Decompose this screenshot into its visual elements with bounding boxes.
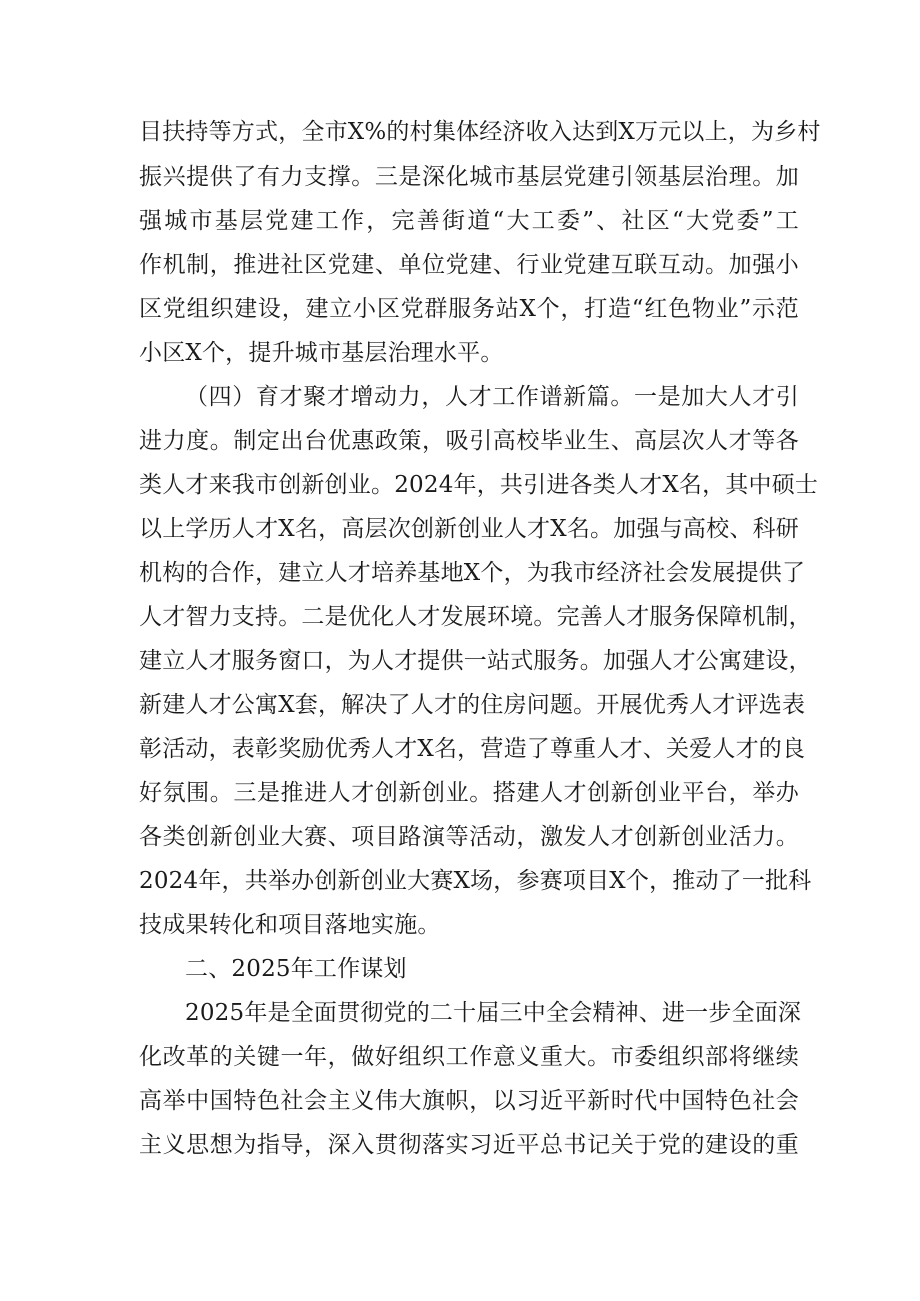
section-heading-2: 二、2025年工作谋划: [185, 956, 407, 982]
text-line: 各类创新创业大赛、项目路演等活动，激发人才创新创业活力。: [139, 824, 799, 850]
text-line: 人才智力支持。二是优化人才发展环境。完善人才服务保障机制，: [139, 604, 812, 630]
text-line: 区党组织建设，建立小区党群服务站X个，打造“红色物业”示范: [139, 296, 799, 322]
text-line: 技成果转化和项目落地实施。: [139, 912, 441, 938]
text-line: 作机制，推进社区党建、单位党建、行业党建互联互动。加强小: [139, 252, 799, 278]
text-line: 彰活动，表彰奖励优秀人才X名，营造了尊重人才、关爱人才的良: [139, 736, 806, 762]
text-line: 类人才来我市创新创业。2024年，共引进各类人才X名，其中硕士: [139, 472, 819, 498]
text-line: 目扶持等方式，全市X%的村集体经济收入达到X万元以上，为乡村: [139, 119, 821, 145]
text-line: 以上学历人才X名，高层次创新创业人才X名。加强与高校、科研: [139, 516, 799, 542]
text-line: 小区X个，提升城市基层治理水平。: [139, 340, 504, 366]
text-line: 建立人才服务窗口，为人才提供一站式服务。加强人才公寓建设，: [139, 648, 812, 674]
text-line: 机构的合作，建立人才培养基地X个，为我市经济社会发展提供了: [139, 560, 806, 586]
text-line: 强城市基层党建工作，完善街道“大工委”、社区“大党委”工: [139, 208, 799, 234]
text-line: 2024年，共举办创新创业大赛X场，参赛项目X个，推动了一批科: [139, 868, 812, 894]
text-line: 进力度。制定出台优惠政策，吸引高校毕业生、高层次人才等各: [139, 428, 799, 454]
text-line: 振兴提供了有力支撑。三是深化城市基层党建引领基层治理。加: [139, 164, 799, 190]
text-line: 化改革的关键一年，做好组织工作意义重大。市委组织部将继续: [139, 1044, 799, 1070]
text-line: 2025年是全面贯彻党的二十届三中全会精神、进一步全面深: [185, 1000, 802, 1026]
text-line: 新建人才公寓X套，解决了人才的住房问题。开展优秀人才评选表: [139, 692, 806, 718]
text-line: 好氛围。三是推进人才创新创业。搭建人才创新创业平台，举办: [139, 780, 799, 806]
section-heading-4: （四）育才聚才增动力，人才工作谱新篇。一是加大人才引: [185, 384, 799, 410]
text-line: 主义思想为指导，深入贯彻落实习近平总书记关于党的建设的重: [139, 1132, 799, 1158]
text-line: 高举中国特色社会主义伟大旗帜，以习近平新时代中国特色社会: [139, 1088, 799, 1114]
